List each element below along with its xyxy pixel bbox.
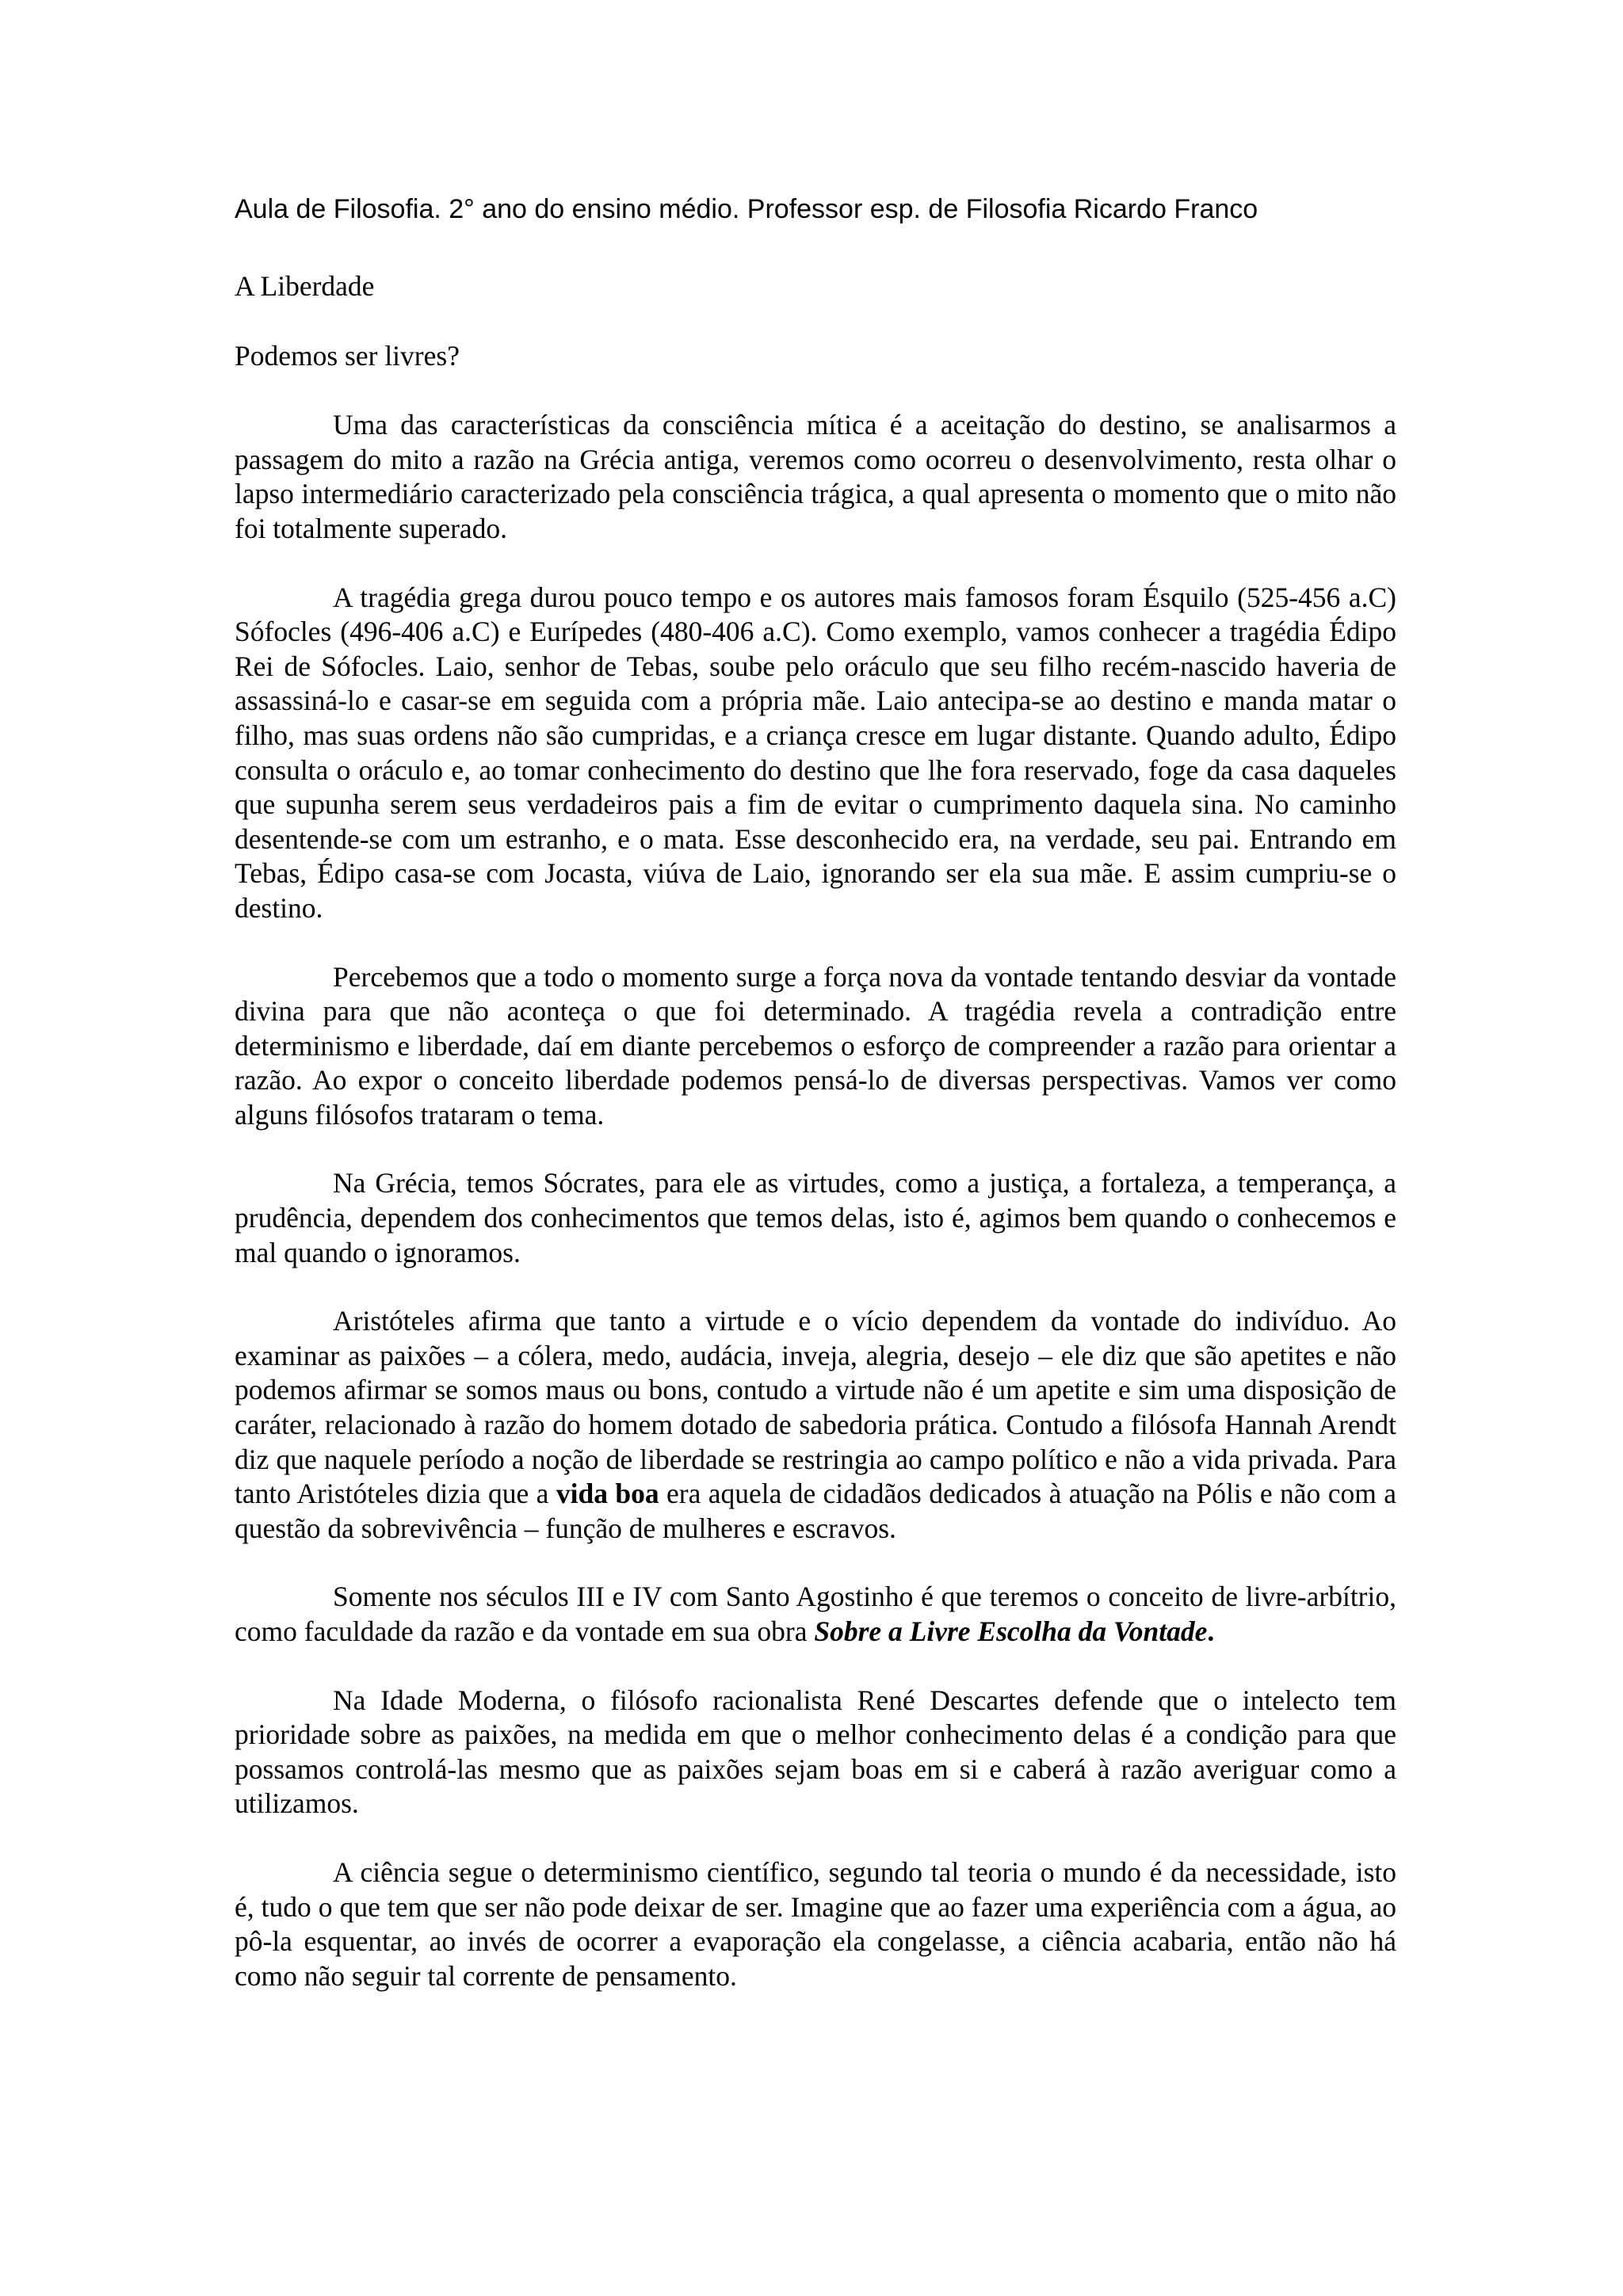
paragraph-5-text-start: Aristóteles afirma que tanto a virtude e o vício dependem da vontade do indivíduo. Ao examinar as paixões – a cólera, medo, audácia, inveja, alegria, desejo – ele diz que são apetites e não podemos afirmar se somos maus ou bons, contudo a virtude não é um apetite e sim uma disposição de caráter, relacionado à razão do homem dotado de sabedoria prática. Contudo a filósofa Hannah Arendt diz que naquele período a noção de liberdade se restringia ao campo político e não a vida privada. Para tanto Aristóteles dizia que a: [235, 1305, 1396, 1510]
paragraph-6-text-end: .: [1207, 1615, 1215, 1647]
document-title: A Liberdade: [235, 270, 375, 302]
paragraph-3: Percebemos que a todo o momento surge a força nova da vontade tentando desviar da vontade divina para que não aconteça o que foi determinado. A tragédia revela a contradição entre determinismo e liberdade, daí em diante percebemos o esforço de compreender a razão para orientar a razão. Ao expor o conceito liberdade podemos pensá-lo de diversas perspectivas. Vamos ver como alguns filósofos trataram o tema.: [235, 960, 1396, 1131]
paragraph-6: [235, 1580, 1396, 1649]
paragraph-4: Na Grécia, temos Sócrates, para ele as virtudes, como a justiça, a fortaleza, a temperança, a prudência, dependem dos conhecimentos que temos delas, isto é, agimos bem quando o conhecemos e mal quando o ignoramos.: [235, 1167, 1396, 1268]
document-page: [235, 192, 1396, 2027]
paragraph-5: [235, 1304, 1396, 1546]
paragraph-6-text-start: Somente nos séculos III e IV com Santo Agostinho é que teremos o conceito de livre-arbítrio, como faculdade da razão e da vontade em sua obra: [235, 1581, 1396, 1647]
document-subtitle: Podemos ser livres?: [235, 339, 460, 372]
document-header: Aula de Filosofia. 2° ano do ensino médio. Professor esp. de Filosofia Ricardo Franco: [235, 194, 1258, 224]
paragraph-7: Na Idade Moderna, o filósofo racionalista René Descartes defende que o intelecto tem prioridade sobre as paixões, na medida em que o melhor conhecimento delas é a condição para que possamos controlá-las mesmo que as paixões sejam boas em si e caberá à razão averiguar como a utilizamos.: [235, 1684, 1396, 1820]
paragraph-5-bold-term: vida boa: [556, 1478, 659, 1510]
paragraph-5-text-end: era aquela de cidadãos dedicados à atuação na Pólis e não com a questão da sobrevivência – função de mulheres e escravos.: [235, 1478, 1396, 1544]
paragraph-8: A ciência segue o determinismo científico, segundo tal teoria o mundo é da necessidade, isto é, tudo o que tem que ser não pode deixar de ser. Imagine que ao fazer uma experiência com a água, ao pô-la esquentar, ao invés de ocorrer a evaporação ela congelasse, a ciência acabaria, então não há como não seguir tal corrente de pensamento.: [235, 1855, 1396, 1992]
paragraph-6-book-title: Sobre a Livre Escolha da Vontade: [814, 1615, 1208, 1647]
paragraph-1: Uma das características da consciência mítica é a aceitação do destino, se analisarmos a passagem do mito a razão na Grécia antiga, veremos como ocorreu o desenvolvimento, resta olhar o lapso intermediário caracterizado pela consciência trágica, a qual apresenta o momento que o mito não foi totalmente superado.: [235, 409, 1396, 544]
paragraph-2: A tragédia grega durou pouco tempo e os autores mais famosos foram Ésquilo (525-456 a.C) Sófocles (496-406 a.C) e Eurípedes (480-406 a.C). Como exemplo, vamos conhecer a tragédia Édipo Rei de Sófocles. Laio, senhor de Tebas, soube pelo oráculo que seu filho recém-nascido haveria de assassiná-lo e casar-se em seguida com a própria mãe. Laio antecipa-se ao destino e manda matar o filho, mas suas ordens não são cumpridas, e a criança cresce em lugar distante. Quando adulto, Édipo consulta o oráculo e, ao tomar conhecimento do destino que lhe fora reservado, foge da casa daqueles que supunha serem seus verdadeiros pais a fim de evitar o cumprimento daquela sina. No caminho desentende-se com um estranho, e o mata. Esse desconhecido era, na verdade, seu pai. Entrando em Tebas, Édipo casa-se com Jocasta, viúva de Laio, ignorando ser ela sua mãe. E assim cumpriu-se o destino.: [235, 581, 1396, 924]
